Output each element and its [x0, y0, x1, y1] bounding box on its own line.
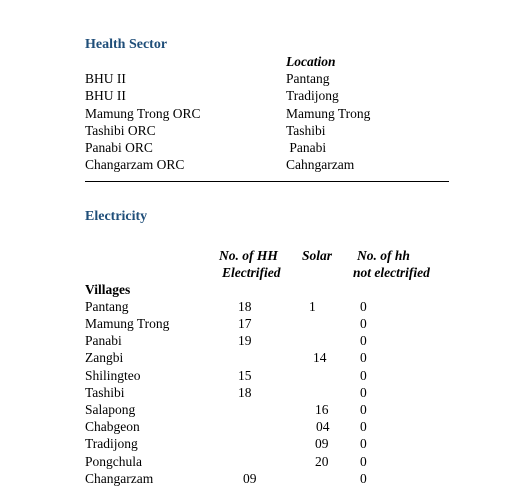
- village-name: Panabi: [85, 333, 122, 348]
- villages-header: Villages: [85, 282, 131, 297]
- solar-header: Solar: [302, 248, 333, 263]
- facility-location: Mamung Trong: [286, 106, 371, 121]
- not-electrified-value: 0: [360, 316, 367, 331]
- village-name: Zangbi: [85, 350, 124, 365]
- village-name: Shilingteo: [85, 368, 141, 383]
- hh-electrified-value: 18: [238, 385, 252, 400]
- hh-electrified-value: 09: [243, 471, 257, 486]
- solar-value: 20: [315, 454, 329, 469]
- village-name: Pongchula: [85, 454, 142, 469]
- facility-location: Tradijong: [286, 88, 339, 103]
- location-column-header: Location: [286, 54, 336, 69]
- village-name: Tradijong: [85, 436, 138, 451]
- village-name: Chabgeon: [85, 419, 140, 434]
- solar-value: 04: [316, 419, 330, 434]
- solar-value: 16: [315, 402, 329, 417]
- facility-name: Changarzam ORC: [85, 157, 185, 172]
- village-name: Tashibi: [85, 385, 125, 400]
- not-electrified-value: 0: [360, 454, 367, 469]
- facility-location: Cahngarzam: [286, 157, 355, 172]
- hh-electrified-value: 18: [238, 299, 252, 314]
- not-electrified-header-line1: No. of hh: [357, 248, 410, 263]
- facility-location: Panabi: [286, 140, 327, 155]
- not-electrified-value: 0: [360, 471, 367, 486]
- not-electrified-value: 0: [360, 333, 367, 348]
- not-electrified-value: 0: [360, 436, 367, 451]
- solar-value: 1: [309, 299, 316, 314]
- health-sector-heading: Health Sector: [85, 37, 168, 52]
- not-electrified-value: 0: [360, 402, 367, 417]
- facility-location: Pantang: [286, 71, 330, 86]
- village-name: Pantang: [85, 299, 129, 314]
- not-electrified-header-line2: not electrified: [353, 265, 430, 280]
- section-divider: [85, 181, 449, 182]
- solar-value: 14: [313, 350, 327, 365]
- hh-electrified-header-line2: Electrified: [222, 265, 281, 280]
- not-electrified-value: 0: [360, 350, 367, 365]
- not-electrified-value: 0: [360, 299, 367, 314]
- facility-name: Tashibi ORC: [85, 123, 156, 138]
- hh-electrified-value: 15: [238, 368, 252, 383]
- village-name: Mamung Trong: [85, 316, 170, 331]
- hh-electrified-value: 17: [238, 316, 252, 331]
- village-name: Changarzam: [85, 471, 154, 486]
- facility-location: Tashibi: [286, 123, 326, 138]
- facility-name: BHU II: [85, 71, 126, 86]
- village-name: Salapong: [85, 402, 136, 417]
- electricity-heading: Electricity: [85, 209, 148, 224]
- hh-electrified-header-line1: No. of HH: [219, 248, 278, 263]
- facility-name: Mamung Trong ORC: [85, 106, 201, 121]
- not-electrified-value: 0: [360, 385, 367, 400]
- not-electrified-value: 0: [360, 368, 367, 383]
- solar-value: 09: [315, 436, 329, 451]
- facility-name: BHU II: [85, 88, 126, 103]
- facility-name: Panabi ORC: [85, 140, 153, 155]
- hh-electrified-value: 19: [238, 333, 252, 348]
- not-electrified-value: 0: [360, 419, 367, 434]
